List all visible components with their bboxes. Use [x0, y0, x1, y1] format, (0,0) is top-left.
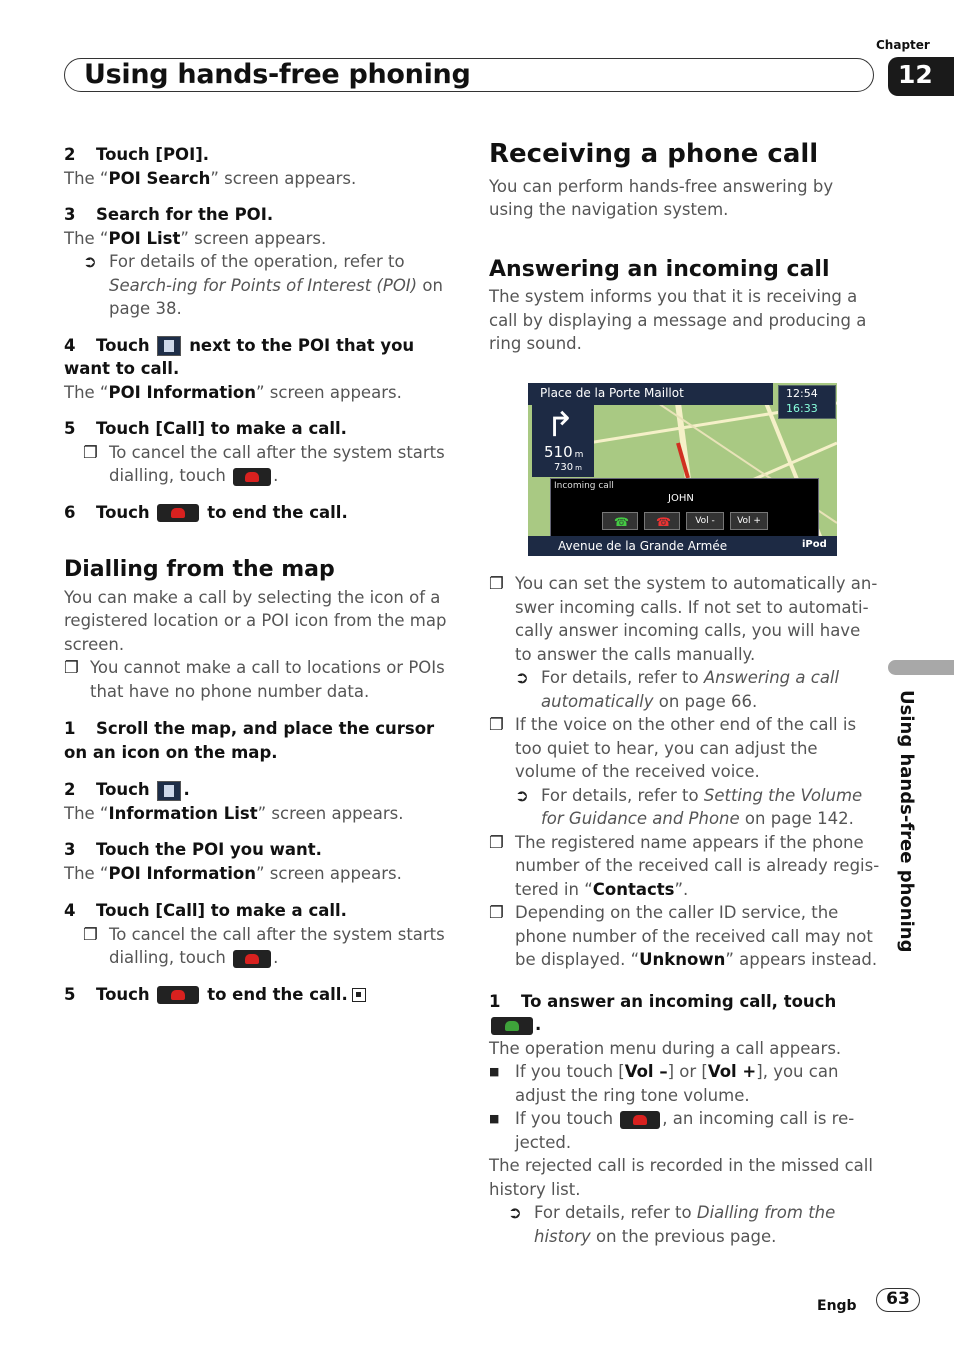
- vol-minus-button[interactable]: Vol -: [686, 512, 724, 530]
- reject-button[interactable]: [644, 512, 680, 530]
- answering-intro: The system informs you that it is receiving a call by displaying a message and producing a ring sound.: [489, 287, 867, 353]
- left-column: 2 Touch [POI]. The “POI Search” screen appears. 3 Search for the POI. The “POI List” screen appears. ➲ For details of the operation, refer to Search-ing for Points of Interest (POI) on page 38. 4 Touch next to the POI that you want to call. The “POI Information” screen appears. 5 Touch [Call] to make a call. ❐ To cancel the call after the system starts dialling, touch . 6 Touch to end the call. Dialling from the map You can make a call by selecting the icon of a registered location or a POI icon from the map screen. ❐ You cannot make a call to locations or POIs that have no phone number data. 1 Scroll the map, and place the cursor on an icon on the map. 2 Touch . The “Information List” screen appears. 3 Touch the POI you want. The “POI Information” screen appears. 4 Touch [Call] to make a call. ❐ To cancel the call after the system starts dialling, touch . 5 Touch to end the call.: [64, 143, 456, 1006]
- incoming-call-screenshot: Place de la Porte Maillot 12:54 16:33 ↱ 510 m 730 m Incoming call JOHN ☎ ☎ Vol - Vol + Avenue de la Grande Armée iPod: [528, 383, 837, 556]
- language-code: Engb: [817, 1298, 857, 1314]
- step-3: 3 Search for the POI.: [64, 205, 274, 224]
- turn-arrow-icon: ↱: [546, 405, 575, 445]
- vol-plus-button[interactable]: Vol +: [730, 512, 768, 530]
- note-item: ❐ If the voice on the other end of the call is too quiet to hear, you can adjust the volume of the received voice.: [489, 715, 857, 781]
- end-call-icon: [233, 950, 271, 968]
- section-heading-map: Dialling from the map: [64, 557, 335, 582]
- answer-phone-icon: ☎: [614, 515, 629, 529]
- map-step-3: 3 Touch the POI you want.: [64, 840, 322, 859]
- chapter-label: Chapter: [876, 38, 930, 52]
- ipod-indicator: iPod: [802, 539, 827, 550]
- right-column-bottom: ❐ You can set the system to automatically an-swer incoming calls. If not set to automati-cally answer incoming calls, you will have to answer the calls manually. ➲ For details, refer to Answering a call automatically on page 66. ❐ If the voice on the other end of the call is too quiet to hear, you can adjust the volume of the received voice. ➲ For details, refer to Setting the Volume for Guidance and Phone on page 142. ❐ The registered name appears if the phone number of the received call is already regis-tered in “Contacts”. ❐ Depending on the caller ID service, the phone number of the received call may not be displayed. “Unknown” appears instead. 1 To answer an incoming call, touch . The operation menu during a call appears. ■ If you touch [Vol –] or [Vol +], you can adjust the ring tone volume. ■ If you touch , an incoming call is re-jected. The rejected call is recorded in the missed call history list. ➲ For details, refer to Dialling from the history on the previous page.: [489, 572, 881, 1248]
- info-list-icon: [157, 336, 181, 356]
- distance: 510: [544, 443, 573, 461]
- note-item: ❐ To cancel the call after the system starts dialling, touch .: [83, 924, 445, 967]
- reference-note: ➲ For details of the operation, refer to Search-ing for Points of Interest (POI) on page 38.: [83, 252, 443, 318]
- arrival-time: 16:33: [786, 402, 818, 415]
- note-item: ❐ To cancel the call after the system starts dialling, touch .: [83, 442, 445, 485]
- reference-note: ➲ For details, refer to Answering a call automatically on page 66.: [515, 668, 840, 711]
- answer-button[interactable]: [602, 512, 638, 530]
- side-tab-label: Using hands-free phoning: [896, 690, 917, 953]
- end-of-section-icon: [352, 988, 366, 1002]
- step-2: 2 Touch [POI].: [64, 145, 210, 164]
- note-item: ❐ The registered name appears if the phone number of the received call is already regis-tered in “Contacts”.: [489, 832, 880, 899]
- map-step-4: 4 Touch [Call] to make a call.: [64, 901, 347, 920]
- map-step-2: 2 Touch .: [64, 780, 190, 799]
- receiving-intro: You can perform hands-free answering by using the navigation system.: [489, 176, 834, 219]
- end-call-icon: [620, 1111, 660, 1129]
- side-tab: [888, 690, 928, 990]
- caller-name: JOHN: [668, 493, 694, 504]
- side-tab-bar: [888, 660, 954, 675]
- note-item: ❐ You cannot make a call to locations or POIs that have no phone number data.: [64, 658, 445, 701]
- step-4: 4 Touch next to the POI that you want to call.: [64, 335, 415, 378]
- reference-note: ➲ For details, refer to Setting the Volume for Guidance and Phone on page 142.: [515, 785, 863, 828]
- page-title: Using hands-free phoning: [84, 59, 471, 90]
- chapter-number: 12: [898, 60, 933, 89]
- answer-step-1: 1 To answer an incoming call, touch .: [489, 991, 837, 1034]
- answer-call-icon: [491, 1017, 533, 1035]
- page-number: 63: [886, 1289, 910, 1309]
- map-step-1: 1 Scroll the map, and place the cursor on an icon on the map.: [64, 719, 435, 762]
- popup-title: Incoming call: [554, 481, 614, 491]
- reference-note: ➲ For details, refer to Dialling from the history on the previous page.: [508, 1203, 836, 1246]
- reject-phone-icon: ☎: [656, 515, 671, 529]
- step-6: 6 Touch to end the call.: [64, 502, 348, 522]
- right-column-top: [489, 139, 879, 356]
- street-name-bottom: Avenue de la Grande Armée: [558, 539, 728, 553]
- subsection-heading-answering: Answering an incoming call: [489, 256, 830, 282]
- square-bullet: ■ If you touch , an incoming call is re-jected.: [489, 1109, 855, 1152]
- step-5: 5 Touch [Call] to make a call.: [64, 419, 347, 438]
- info-list-icon: [157, 781, 181, 801]
- street-name-top: Place de la Porte Maillot: [540, 386, 684, 400]
- square-bullet: ■ If you touch [Vol –] or [Vol +], you can adjust the ring tone volume.: [489, 1062, 839, 1105]
- end-call-icon: [233, 468, 271, 486]
- end-call-icon: [157, 504, 199, 522]
- clock: 12:54: [786, 387, 818, 400]
- section-heading-receiving: Receiving a phone call: [489, 139, 819, 169]
- note-item: ❐ Depending on the caller ID service, the phone number of the received call may not be displayed. “Unknown” appears instead.: [489, 903, 878, 969]
- end-call-icon: [157, 986, 199, 1004]
- note-item: ❐ You can set the system to automatically an-swer incoming calls. If not set to automati-cally answer incoming calls, you will have to answer the calls manually.: [489, 574, 878, 664]
- map-intro: You can make a call by selecting the icon of a registered location or a POI icon from the map screen.: [64, 587, 447, 654]
- map-step-5: 5 Touch to end the call.: [64, 983, 456, 1007]
